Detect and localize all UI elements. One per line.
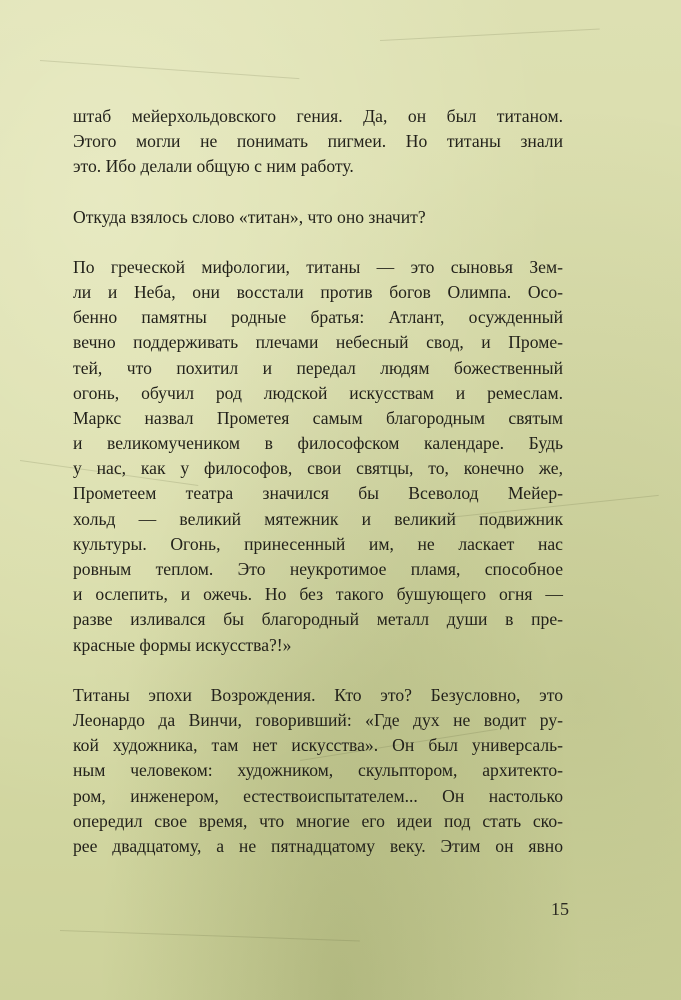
text-line: бенно памятны родные братья: Атлант, осужденный (73, 307, 563, 328)
text-line: Леонардо да Винчи, говоривший: «Где дух не водит ру- (73, 709, 563, 730)
paper-texture-line (60, 930, 360, 941)
text-line: это. Ибо делали общую с ним работу. (73, 156, 354, 177)
text-line: ли и Неба, они восстали против богов Олимпа. Осо- (73, 281, 563, 302)
paragraph-2 (73, 205, 563, 230)
text-line: культуры. Огонь, принесенный им, не ласкает нас (73, 533, 563, 554)
text-line: рее двадцатому, а не пятнадцатому веку. Этим он явно (73, 835, 563, 856)
page-body (73, 104, 563, 884)
text-line: Откуда взялось слово «титан», что оно значит? (73, 206, 426, 227)
text-line: Титаны эпохи Возрождения. Кто это? Безусловно, это (73, 684, 563, 705)
text-line: Прометеем театра значился бы Всеволод Мейер- (73, 483, 563, 504)
text-line: ным человеком: художником, скульптором, архитекто- (73, 760, 563, 781)
text-line: Маркс назвал Прометея самым благородным святым (73, 407, 563, 428)
text-line: и ослепить, и ожечь. Но без такого бушующего огня — (73, 584, 563, 605)
text-line: опередил свое время, что многие его идеи под стать ско- (73, 810, 563, 831)
text-line: штаб мейерхольдовского гения. Да, он был титаном. (73, 106, 563, 126)
text-line: разве изливался бы благородный металл души в пре- (73, 609, 563, 630)
text-line: вечно поддерживать плечами небесный свод, и Проме- (73, 332, 563, 353)
text-line: тей, что похитил и передал людям божественный (73, 357, 563, 378)
page-number: 15 (551, 899, 569, 919)
paragraph-4 (73, 683, 563, 859)
paragraph-3 (73, 255, 563, 658)
paper-texture-line (40, 60, 299, 79)
paper-texture-line (380, 28, 600, 41)
text-line: ровным теплом. Это неукротимое пламя, способное (73, 559, 563, 579)
text-line: кой художника, там нет искусства». Он был универсаль- (73, 735, 563, 756)
text-line: у нас, как у философов, свои святцы, то, конечно же, (73, 458, 563, 479)
text-line: Этого могли не понимать пигмеи. Но титаны знали (73, 131, 563, 152)
paragraph-1 (73, 104, 563, 180)
text-line: красные формы искусства?!» (73, 634, 292, 655)
text-line: По греческой мифологии, титаны — это сыновья Зем- (73, 256, 563, 277)
text-line: хольд — великий мятежник и великий подвижник (73, 508, 563, 529)
text-line: и великомучеником в философском календаре. Будь (73, 433, 563, 454)
text-line: огонь, обучил род людской искусствам и ремеслам. (73, 382, 563, 403)
text-line: ром, инженером, естествоиспытателем... Он настолько (73, 785, 563, 806)
